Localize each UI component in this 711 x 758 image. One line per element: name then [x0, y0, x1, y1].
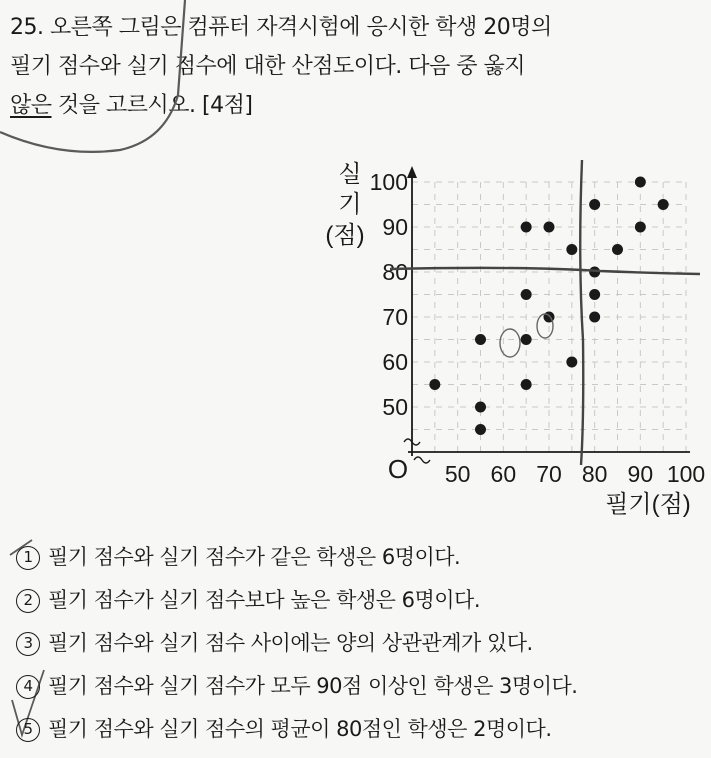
choice-3[interactable]: [16, 622, 706, 665]
choice-number: 1: [16, 546, 40, 570]
y-axis-arrow: [407, 166, 417, 178]
choice-1[interactable]: [16, 536, 706, 579]
question-line-3-rest: 것을 고르시오. [4점]: [51, 93, 253, 118]
y-tick-label: 60: [382, 349, 408, 375]
pen-line-horizontal: [390, 268, 700, 274]
data-point: [475, 424, 486, 435]
y-tick-label: 90: [382, 214, 408, 240]
y-tick-label: 50: [382, 394, 408, 420]
question-line-1: 25. 오른쪽 그림은 컴퓨터 자격시험에 응시한 학생 20명의: [10, 15, 552, 40]
x-tick-label: 80: [581, 461, 608, 487]
y-axis-label-1: 실: [338, 161, 362, 188]
y-tick-label: 70: [382, 304, 408, 330]
choice-text: 필기 점수와 실기 점수가 모두 90점 이상인 학생은 3명이다.: [48, 674, 578, 698]
negation-underlined: 않은: [10, 93, 52, 118]
data-point: [475, 334, 486, 345]
data-point: [521, 334, 532, 345]
y-axis-label-3: (점): [325, 222, 365, 249]
data-point: [658, 199, 669, 210]
choice-5[interactable]: [16, 708, 706, 751]
x-tick-label: 90: [627, 461, 654, 487]
data-point: [521, 289, 532, 300]
x-tick-label: 100: [666, 461, 706, 487]
choice-number: 5: [16, 718, 40, 742]
data-point: [635, 177, 646, 188]
data-point: [429, 379, 440, 390]
x-tick-label: 60: [490, 461, 517, 487]
origin-label: O: [387, 454, 409, 484]
x-axis-break: [414, 457, 430, 463]
x-axis-label: 필기(점): [605, 491, 691, 518]
choice-text: 필기 점수와 실기 점수가 같은 학생은 6명이다.: [48, 545, 461, 569]
choice-number: 3: [16, 632, 40, 656]
choice-text: 필기 점수와 실기 점수 사이에는 양의 상관관계가 있다.: [48, 631, 533, 655]
choice-4[interactable]: [16, 665, 706, 708]
y-axis-label-2: 기: [338, 191, 362, 218]
choice-text: 필기 점수가 실기 점수보다 높은 학생은 6명이다.: [48, 588, 481, 612]
data-point: [589, 312, 600, 323]
x-tick-label: 50: [444, 461, 471, 487]
data-point: [635, 222, 646, 233]
choice-text: 필기 점수와 실기 점수의 평균이 80점인 학생은 2명이다.: [48, 717, 552, 741]
data-point: [566, 244, 577, 255]
data-point: [544, 222, 555, 233]
data-point: [521, 222, 532, 233]
question-line-2: 필기 점수와 실기 점수에 대한 산점도이다. 다음 중 옳지: [10, 54, 525, 79]
pen-line-vertical: [580, 160, 583, 465]
data-point: [612, 244, 623, 255]
data-point: [566, 357, 577, 368]
data-point: [475, 402, 486, 413]
answer-choices: [16, 536, 706, 751]
data-point: [589, 289, 600, 300]
choice-number: 4: [16, 675, 40, 699]
choice-number: 2: [16, 589, 40, 613]
y-tick-label: 80: [382, 259, 408, 285]
x-tick-label: 70: [536, 461, 562, 487]
data-point: [589, 199, 600, 210]
choice-2[interactable]: [16, 579, 706, 622]
y-tick-label: 100: [369, 169, 408, 195]
data-point: [521, 379, 532, 390]
